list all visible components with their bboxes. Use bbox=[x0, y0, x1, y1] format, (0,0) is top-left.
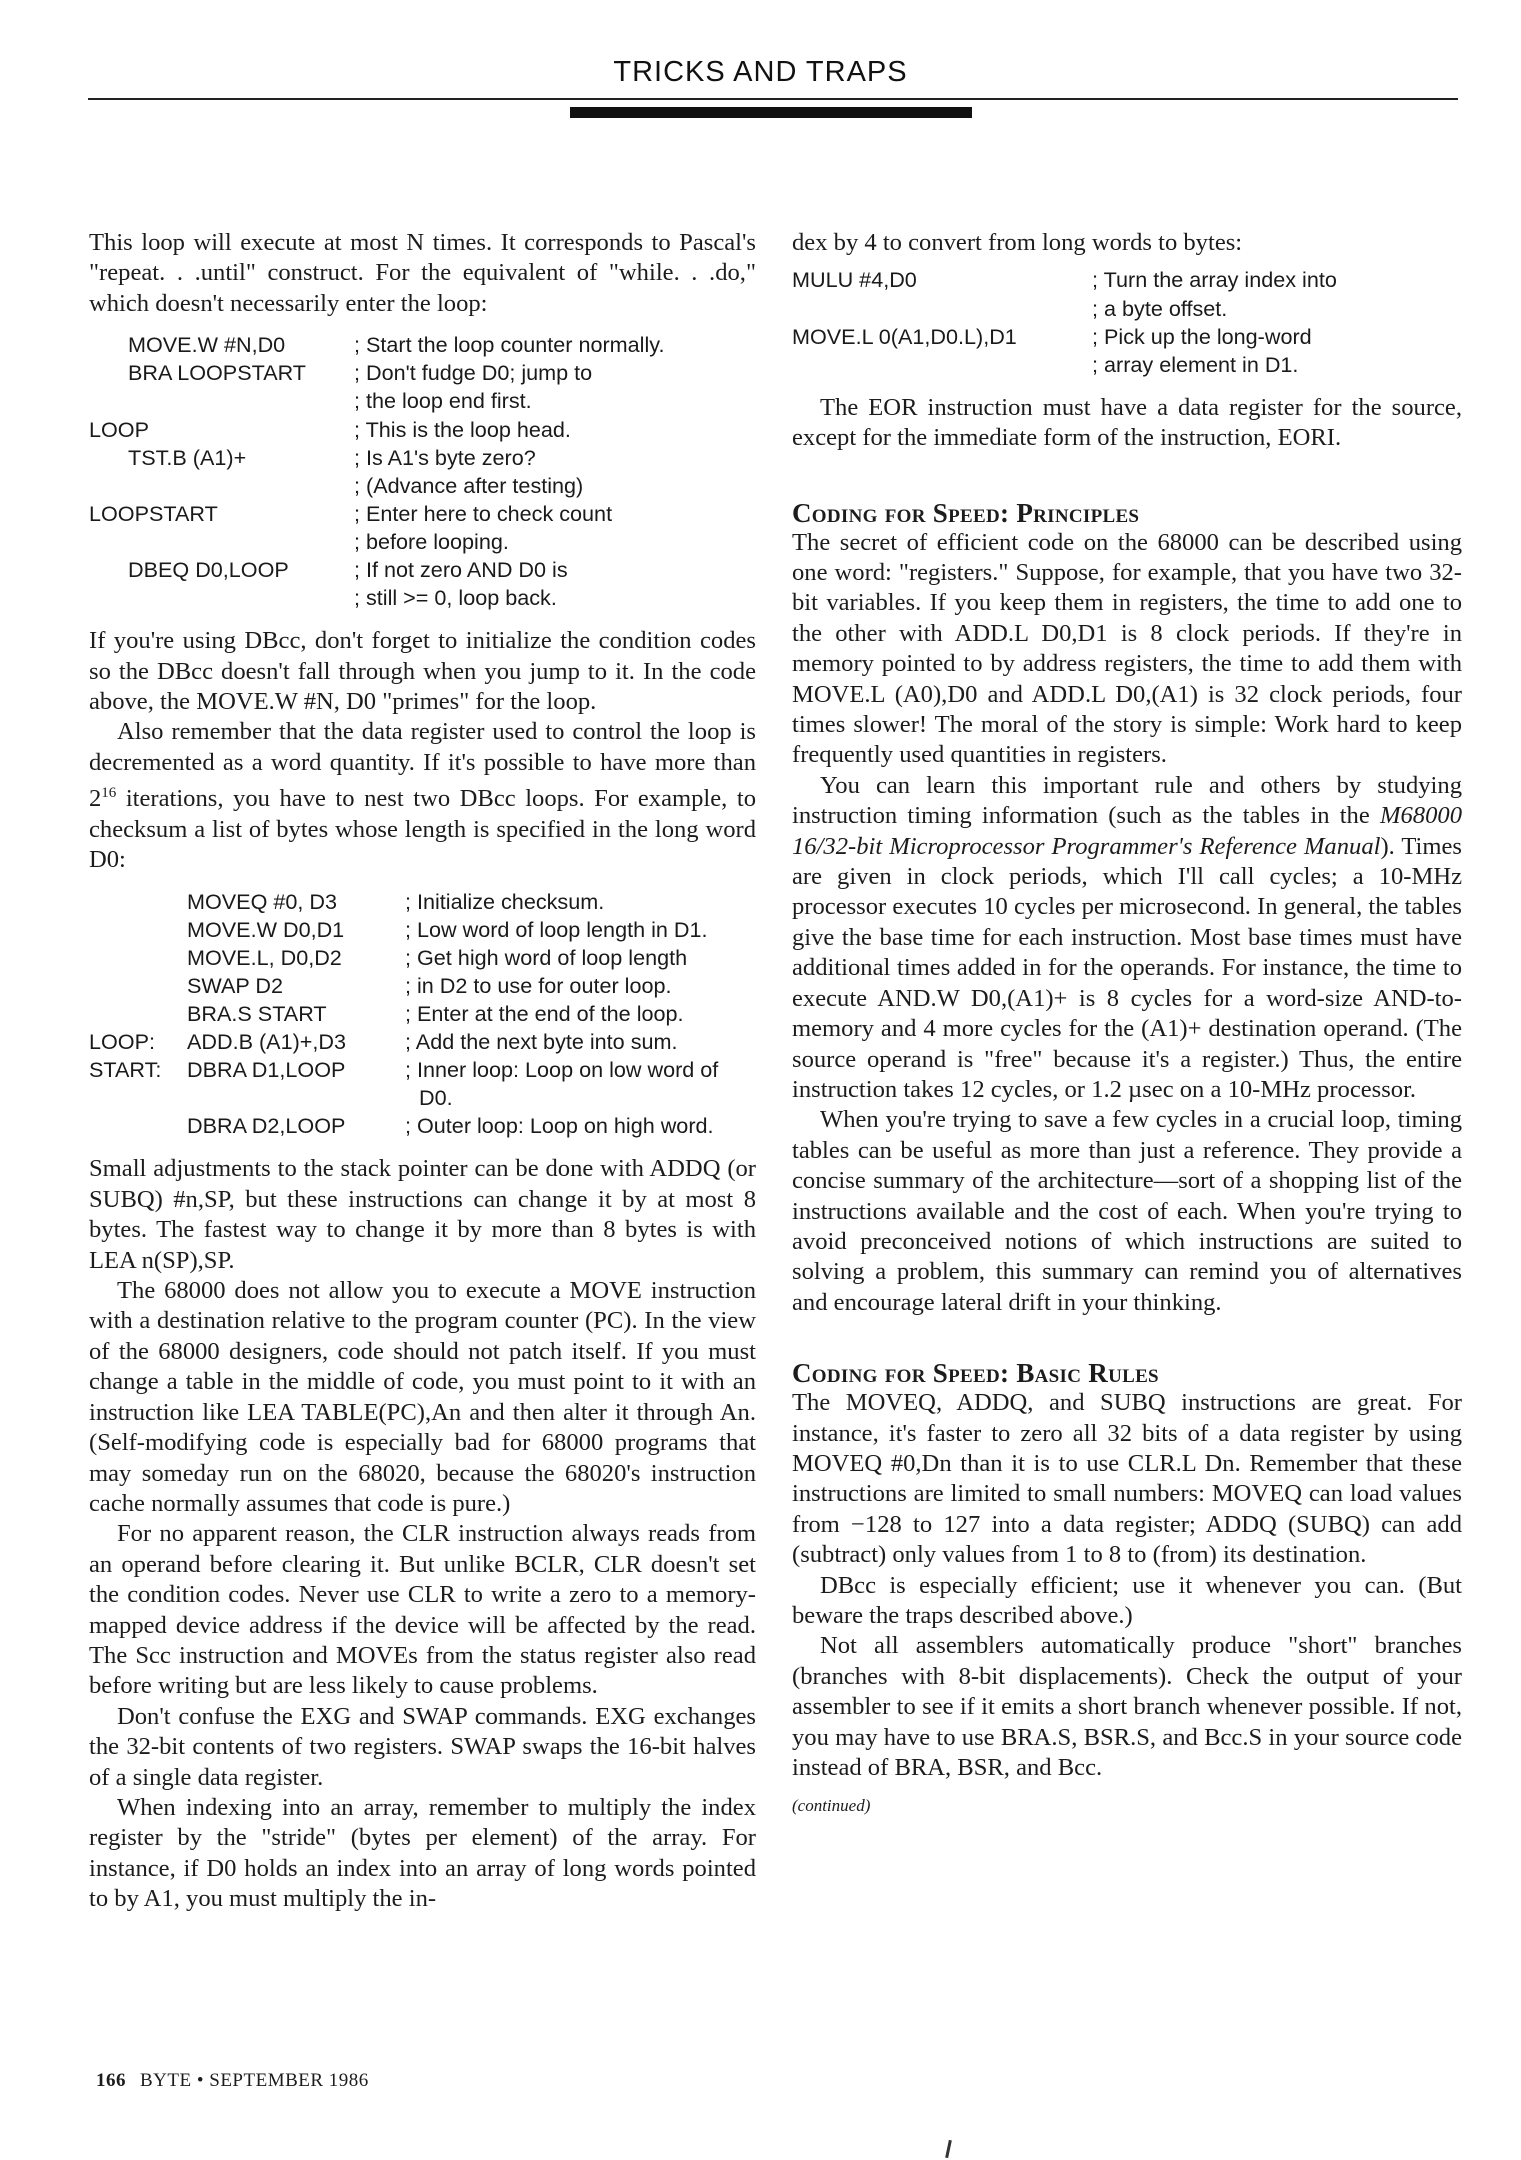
code-line bbox=[89, 556, 756, 584]
paragraph: If you're using DBcc, don't forget to initialize the condition codes so the DBcc doesn't fall through when you jump to it. In the code above, the MOVE.W #N, D0 "primes" for the loop. bbox=[89, 627, 756, 715]
code-instruction bbox=[187, 1084, 405, 1112]
code-label bbox=[89, 1084, 187, 1112]
code-comment: ; Pick up the long-word bbox=[1092, 323, 1312, 349]
section-heading: Coding for Speed: Basic Rules bbox=[792, 1358, 1159, 1389]
code-line bbox=[89, 331, 756, 359]
code-instruction: DBRA D1,LOOP bbox=[187, 1057, 346, 1083]
code-instruction: MOVE.L 0(A1,D0.L),D1 bbox=[792, 323, 1017, 349]
header-rule bbox=[88, 98, 1458, 100]
code-comment: D0. bbox=[419, 1085, 453, 1111]
code-line bbox=[792, 295, 1462, 323]
code-line bbox=[792, 323, 1462, 351]
code-line bbox=[89, 972, 756, 1000]
page-number: 166 bbox=[96, 2070, 126, 2091]
code-instruction bbox=[89, 528, 354, 556]
code-line bbox=[89, 528, 756, 556]
code-comment: ; Turn the array index into bbox=[1092, 267, 1337, 293]
paragraph: When you're trying to save a few cycles in a crucial loop, timing tables can be useful as more than just a reference. They provide a concise summary of the architecture—sort of a shopping list of the instructions available and the cost of each. When you're trying to avoid preconceived notions of which instructions are suited to solving a problem, this summary can remind you of alternatives and encourage lateral drift in your thinking. bbox=[792, 1106, 1462, 1316]
text-run: Also remember that the data register used to control the loop is decremented as a word quantity. If it's possible to have more than 2 bbox=[89, 718, 756, 813]
paragraph: Small adjustments to the stack pointer can be done with ADDQ (or SUBQ) #n,SP, but these instructions can change it by at most 8 bytes. The fastest way to change it by more than 8 bytes is with LEA n(SP),SP. bbox=[89, 1155, 756, 1274]
code-line bbox=[792, 266, 1462, 294]
paragraph: The MOVEQ, ADDQ, and SUBQ instructions are great. For instance, it's faster to zero all 32 bits of a data register by using MOVEQ #0,Dn than it is to use CLR.L Dn. Remember that these instructions are limited to small numbers: MOVEQ can load values from −128 to 127 into a data register; ADDQ (SUBQ) can add (subtract) only values from 1 to 8 to (from) its destination. bbox=[792, 1389, 1462, 1569]
paragraph: The 68000 does not allow you to execute a MOVE instruction with a destination relative to the program counter (PC). In the view of the 68000 designers, code should not patch itself. If you must change a table in the middle of code, you must point to it with an instruction like LEA TABLE(PC),An and then alter it through An. (Self-modifying code is especially bad for 68000 programs that may someday run on the 68020, because the 68020's instruction cache normally assumes that code is pure.) bbox=[89, 1277, 756, 1517]
code-instruction: MOVE.L, D0,D2 bbox=[187, 944, 342, 970]
code-line bbox=[89, 387, 756, 415]
code-instruction: MOVE.W D0,D1 bbox=[187, 916, 345, 942]
code-instruction: BRA.S START bbox=[187, 1000, 327, 1026]
paragraph: For no apparent reason, the CLR instruction always reads from an operand before clearing it. But unlike BCLR, CLR doesn't set the condition codes. Never use CLR to write a zero to a memory-mapped device address if the device will be affected by the read. The Scc instruction and MOVEs from the status register also read before writing but are less likely to cause problems. bbox=[89, 1520, 756, 1700]
code-comment: ; Initialize checksum. bbox=[405, 888, 605, 914]
paragraph: Don't confuse the EXG and SWAP commands. EXG exchanges the 32-bit contents of two registers. SWAP swaps the 16-bit halves of a single data register. bbox=[89, 1702, 756, 1791]
paragraph: This loop will execute at most N times. It corresponds to Pascal's "repeat. . .until" construct. For the equivalent of "while. . .do," which doesn't necessarily enter the loop: bbox=[89, 229, 756, 317]
code-line bbox=[89, 416, 756, 444]
code-label bbox=[89, 888, 187, 916]
code-instruction: LOOP bbox=[89, 416, 150, 442]
code-instruction: DBRA D2,LOOP bbox=[187, 1113, 346, 1139]
paragraph: When indexing into an array, remember to multiply the index register by the "stride" (bytes per element) of the array. For instance, if D0 holds an index into an array of long words pointed to by A1, you must multiply the in- bbox=[89, 1793, 756, 1913]
code-comment: ; before looping. bbox=[354, 528, 509, 554]
paragraph: The EOR instruction must have a data register for the source, except for the immediate form of the instruction, EORI. bbox=[792, 393, 1462, 452]
code-comment: ; Add the next byte into sum. bbox=[405, 1029, 678, 1055]
code-instruction bbox=[89, 584, 354, 612]
code-label bbox=[89, 1112, 187, 1140]
code-comment: ; Is A1's byte zero? bbox=[354, 444, 536, 470]
code-comment: ; Get high word of loop length bbox=[405, 944, 688, 970]
code-line bbox=[89, 584, 756, 612]
code-line bbox=[89, 1084, 756, 1112]
magazine-issue: BYTE • SEPTEMBER 1986 bbox=[140, 2070, 369, 2091]
code-comment: ; Enter here to check count bbox=[354, 500, 613, 526]
running-header: TRICKS AND TRAPS bbox=[613, 56, 908, 88]
superscript: 16 bbox=[101, 785, 117, 802]
code-instruction bbox=[792, 351, 1092, 379]
page-footer bbox=[96, 2070, 369, 2092]
code-instruction: SWAP D2 bbox=[187, 972, 284, 998]
code-line bbox=[89, 1000, 756, 1028]
code-comment: ; Inner loop: Loop on low word of bbox=[405, 1057, 719, 1083]
code-instruction bbox=[792, 295, 1092, 323]
code-comment: ; still >= 0, loop back. bbox=[354, 585, 557, 611]
code-instruction: BRA LOOPSTART bbox=[128, 360, 306, 386]
code-line bbox=[89, 1056, 756, 1084]
code-instruction: MOVE.W #N,D0 bbox=[128, 332, 286, 358]
code-comment: ; a byte offset. bbox=[1092, 295, 1228, 321]
book-title: M68000 16/32-bit Microprocessor Programmer's Reference Manual bbox=[792, 802, 1462, 860]
paragraph: The secret of efficient code on the 68000 can be described using one word: "registers." Suppose, for example, that you have two 32-bit variables. If you keep them in registers, the time to add one to the other with ADD.L D0,D1 is 8 clock periods. If they're in memory pointed to by address registers, the time to add them with MOVE.L (A0),D0 and ADD.L D0,(A1) is 32 clock periods, four times slower! The moral of the story is simple: Work hard to keep frequently used quantities in registers. bbox=[792, 528, 1462, 769]
paragraph: dex by 4 to convert from long words to bytes: bbox=[792, 229, 1243, 256]
code-line bbox=[89, 359, 756, 387]
code-label bbox=[89, 1000, 187, 1028]
code-comment: ; array element in D1. bbox=[1092, 351, 1299, 377]
paragraph: DBcc is especially efficient; use it whenever you can. (But beware the traps described above.) bbox=[792, 1571, 1462, 1629]
code-instruction: ADD.B (A1)+,D3 bbox=[187, 1029, 347, 1055]
text-run: iterations, you have to nest two DBcc loops. For example, to checksum a list of bytes whose length is specified in the long word D0: bbox=[89, 785, 756, 874]
code-line bbox=[89, 1028, 756, 1056]
header-bar bbox=[570, 107, 972, 118]
continued-note: (continued) bbox=[792, 1796, 871, 1816]
code-line bbox=[89, 888, 756, 916]
paragraph bbox=[792, 771, 1462, 1105]
code-comment: ; Enter at the end of the loop. bbox=[405, 1000, 684, 1026]
paragraph bbox=[89, 717, 756, 875]
code-line bbox=[89, 1112, 756, 1140]
code-line bbox=[89, 472, 756, 500]
code-listing-checksum bbox=[89, 888, 756, 1141]
left-column bbox=[89, 228, 756, 1915]
section-heading: Coding for Speed: Principles bbox=[792, 497, 1140, 528]
code-instruction: LOOPSTART bbox=[89, 500, 218, 526]
code-comment: ; Low word of loop length in D1. bbox=[405, 916, 708, 942]
scan-mark bbox=[945, 2140, 952, 2158]
code-line bbox=[792, 351, 1462, 379]
text-run: You can learn this important rule and others by studying instruction timing information (such as the tables in the bbox=[792, 771, 1462, 830]
code-comment: ; This is the loop head. bbox=[354, 416, 571, 442]
code-instruction: TST.B (A1)+ bbox=[128, 444, 247, 470]
code-label: START: bbox=[89, 1057, 162, 1083]
code-comment: ; Start the loop counter normally. bbox=[354, 332, 665, 358]
code-label bbox=[89, 944, 187, 972]
code-label: LOOP: bbox=[89, 1029, 156, 1055]
code-line bbox=[89, 444, 756, 472]
code-instruction bbox=[89, 387, 354, 415]
code-line bbox=[89, 500, 756, 528]
code-comment: ; If not zero AND D0 is bbox=[354, 556, 568, 582]
code-comment: ; in D2 to use for outer loop. bbox=[405, 972, 672, 998]
right-column bbox=[792, 228, 1462, 1822]
code-comment: ; (Advance after testing) bbox=[354, 472, 584, 498]
code-label bbox=[89, 916, 187, 944]
code-listing-array-index bbox=[792, 266, 1462, 378]
paragraph: Not all assemblers automatically produce "short" branches (branches with 8-bit displacements). Check the output of your assembler to see if it emits a short branch whenever possible. If not, you may have to use BRA.S, BSR.S, and Bcc.S in your source code instead of BRA, BSR, and Bcc. bbox=[792, 1632, 1462, 1782]
code-comment: ; Don't fudge D0; jump to bbox=[354, 360, 593, 386]
code-line bbox=[89, 944, 756, 972]
text-run: ). Times are given in clock periods, which I'll call cycles; a 10-MHz processor executes 10 cycles per microsecond. In general, the tables give the base time for each instruction. Most base times must have additional times added in for the operands. For instance, the time to execute AND.W D0,(A1)+ is 8 cycles for a word-size AND-to-memory and 4 more cycles for the (A1)+ destination operand. (The source operand is "free" because it's a register.) Thus, the entire instruction takes 12 cycles, or 1.2 µsec on a 10-MHz processor. bbox=[792, 832, 1462, 1103]
code-instruction bbox=[89, 472, 354, 500]
code-instruction: MOVEQ #0, D3 bbox=[187, 888, 338, 914]
code-label bbox=[89, 972, 187, 1000]
code-instruction: DBEQ D0,LOOP bbox=[128, 556, 289, 582]
code-line bbox=[89, 916, 756, 944]
code-listing-while-loop bbox=[89, 331, 756, 612]
code-comment: ; Outer loop: Loop on high word. bbox=[405, 1113, 714, 1139]
code-comment: ; the loop end first. bbox=[354, 388, 532, 414]
code-instruction: MULU #4,D0 bbox=[792, 267, 917, 293]
